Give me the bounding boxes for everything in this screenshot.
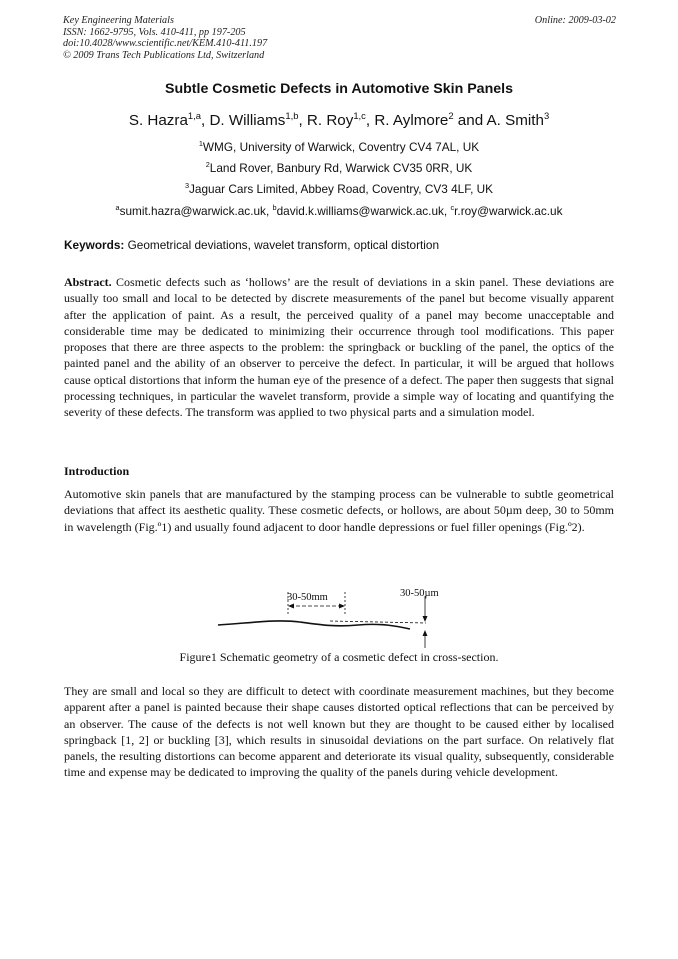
author-name: A. Smith (486, 112, 544, 129)
abstract-label: Abstract. (64, 275, 112, 289)
author-list (0, 109, 678, 129)
author-affiliation-mark: 1,c (353, 109, 366, 121)
affiliation-mark: 2 (205, 160, 210, 170)
author-affiliation-mark: 2 (448, 109, 454, 121)
author-affiliation-mark: 1,b (285, 109, 299, 121)
author-name: R. Roy (306, 112, 354, 129)
email-separator: , (443, 204, 451, 218)
affiliation-text: Jaguar Cars Limited, Abbey Road, Coventry, CV3 4LF, UK (189, 182, 494, 196)
affiliation-mark: 1 (198, 139, 203, 149)
introduction-paragraph-1: Automotive skin panels that are manufactured by the stamping process can be vulnerable to subtle geometrical deviations that affect its aesthetic quality. These cosmetic defects, or hollows, are about 50µm deep, 30 to 50mm in wavelength (Fig.º1) and usually found adjacent to door handle depressions or fuel filler openings (Fig.º2). (64, 487, 614, 534)
affiliation-text: Land Rover, Banbury Rd, Warwick CV35 0RR, UK (209, 161, 473, 175)
email-link[interactable]: david.k.williams@warwick.ac.uk (276, 204, 444, 218)
keywords-label: Keywords: (64, 238, 125, 252)
keywords-text: Geometrical deviations, wavelet transform, optical distortion (127, 238, 440, 252)
author-separator: and (453, 112, 487, 129)
width-arrow-right (339, 604, 345, 609)
affiliation-text: WMG, University of Warwick, Coventry CV4 7AL, UK (202, 140, 480, 154)
author-affiliation-mark: 1,a (187, 109, 201, 121)
figure-1-caption: Figure1 Schematic geometry of a cosmetic defect in cross-section. (179, 650, 499, 664)
depth-arrow-down (423, 616, 428, 622)
journal-name: Key Engineering Materials (63, 15, 174, 26)
width-label: 30-50mm (287, 592, 328, 603)
issn-line: ISSN: 1662-9795, Vols. 410-411, pp 197-205 (63, 26, 246, 38)
author-separator: , (365, 112, 375, 129)
affiliation-mark: 3 (184, 181, 190, 191)
affiliation-3 (0, 182, 678, 196)
email-mark: c (450, 203, 455, 213)
author-separator: , (200, 112, 210, 129)
email-link[interactable]: sumit.hazra@warwick.ac.uk (119, 204, 266, 218)
author-name: R. Aylmore (374, 112, 449, 129)
introduction-heading: Introduction (64, 464, 130, 478)
email-link[interactable]: r.roy@warwick.ac.uk (454, 204, 563, 218)
depth-label: 30-50µm (400, 588, 439, 599)
email-mark: b (272, 203, 277, 213)
email-separator: , (265, 204, 273, 218)
introduction-paragraph-2: They are small and local so they are difficult to detect with coordinate measurement machines, but they become apparent after a panel is painted because their shape causes distorted optical reflections that can be perceived by an observer. The cause of the defects is not well known but they are thought to be caused either by localised springback [1, 2] or buckling [3], which results in sinusoidal deviations on the part surface. On relatively flat panels, the resulting distortions can become apparent and deteriorate its visual quality, subsequently, considerable time and expense may be dedicated to improving the quality of the panels during vehicle development. (64, 684, 614, 780)
doi-line: doi:10.4028/www.scientific.net/KEM.410-411.197 (63, 38, 268, 50)
affiliation-2 (0, 161, 678, 175)
email-list (0, 204, 678, 218)
author-name: S. Hazra (128, 112, 188, 129)
online-date: Online: 2009-03-02 (534, 15, 616, 26)
author-name: D. Williams (209, 112, 286, 129)
author-affiliation-mark: 3 (543, 109, 550, 121)
author-separator: , (298, 112, 307, 129)
nominal-surface-line (330, 621, 426, 623)
abstract-paragraph (64, 274, 614, 420)
figure-1-schematic (210, 582, 450, 652)
abstract-text: Cosmetic defects such as ‘hollows’ are the result of deviations in a skin panel. These deviations are usually too small and local to be detected by discrete measurements of the panel but become visually apparent after the application of paint. As a result, the perceived quality of a panel may become unacceptable and considerable time may be dedicated to minimizing their occurrence through tool modifications. This paper proposes that there are three aspects to the problem: the springback or buckling of the panel, the optics of the painted panel and the ability of an observer to perceive the defect. In particular, it will be argued that hollows cause optical distortions that inform the human eye of the presence of a defect. The paper then suggests that signal processing techniques, in particular the wavelet transform, provide a simple way of locating and quantifying the severity of these defects. The transform was applied to two physical parts and a simulation model. (64, 275, 614, 419)
email-mark: a (115, 203, 120, 213)
journal-header (63, 15, 616, 61)
copyright-line: © 2009 Trans Tech Publications Ltd, Switzerland (63, 49, 265, 61)
keywords (64, 238, 439, 252)
paper-title: Subtle Cosmetic Defects in Automotive Skin Panels (165, 81, 513, 97)
width-arrow-left (288, 604, 294, 609)
affiliation-1 (0, 140, 678, 154)
